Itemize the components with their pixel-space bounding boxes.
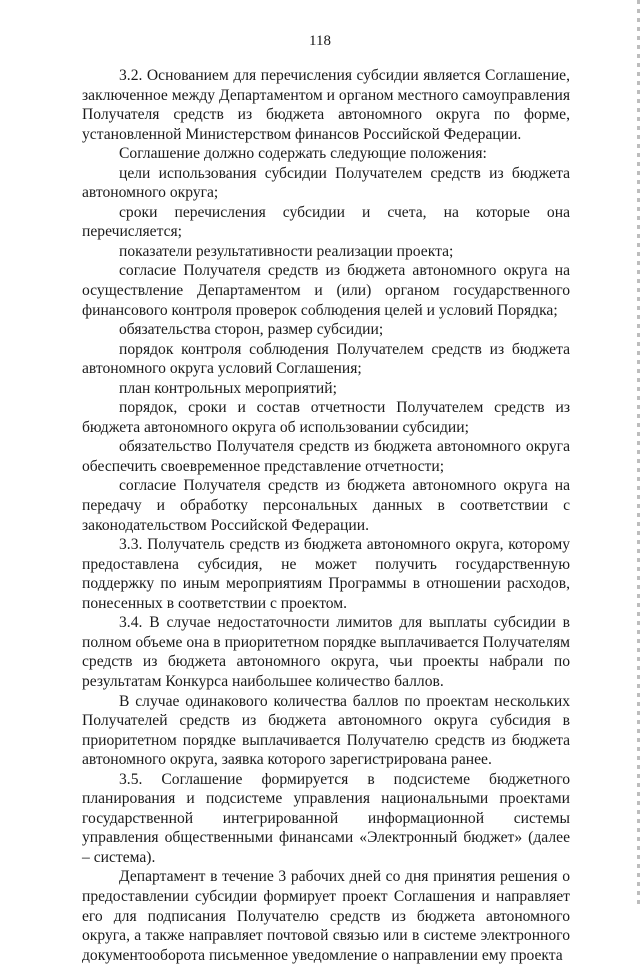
paragraph-3-4: 3.4. В случае недостаточности лимитов для выплаты субсидии в полном объеме она в приоритетном порядке выплачивается Получателям средств из бюджета автономного округа, чьи проекты набрали по результатам Конкурса наибольшее количество баллов. [82,614,571,690]
list-item-indicators: показатели результативности реализации проекта; [119,242,454,260]
list-item-control: порядок контроля соблюдения Получателем средств из бюджета автономного округа условий Соглашения; [82,340,570,378]
list-item-terms: сроки перечисления субсидии и счета, на которые она перечисляется; [82,203,570,241]
list-item-goals: цели использования субсидии Получателем средств из бюджета автономного округа; [82,164,570,202]
paragraph-department-procedure: Департамент в течение 3 рабочих дней со дня принятия решения о предоставлении субсидии формирует проект Соглашения и направляет его для подписания Получателю средств из бюджета автономного округа, а также направляет почтовой связью или в системе электронного документооборота письменное уведомление о направлении ему проекта [82,868,570,964]
paragraph-3-3: 3.3. Получатель средств из бюджета автономного округа, которому предоставлена субсидия, не может получить государственную поддержку по иным мероприятиям Программы в отношении расходов, понесенных в соответствии с проектом. [82,536,570,612]
list-item-reporting: порядок, сроки и состав отчетности Получателем средств из бюджета автономного округа об использовании субсидии; [82,399,570,436]
paragraph-equal-points: В случае одинакового количества баллов по проектам нескольких Получателей средств из бюджета автономного округа субсидия в приоритетном порядке выплачивается Получателю средств из бюджета автономного округа, заявка которого зарегистрирована ранее. [82,692,570,769]
page-number: 118 [309,33,331,49]
paragraph-3-2: 3.2. Основанием для перечисления субсидии является Соглашение, заключенное между Департаментом и органом местного самоуправления Получателя средств из бюджета автономного округа по форме, установленной Министерством финансов Российской Федерации. [82,67,570,143]
list-item-obligations: обязательства сторон, размер субсидии; [119,321,384,339]
paragraph-3-5: 3.5. Соглашение формируется в подсистеме бюджетного планирования и подсистеме управления национальными проектами государственной интегрированной информационной системы управления общественными финансами «Электронный бюджет» (далее – система). [82,770,570,866]
list-item-consent-audit: согласие Получателя средств из бюджета автономного округа на осуществление Департаментом и (или) органом государственного финансового контроля проверок соблюдения целей и условий Порядка; [82,262,570,319]
list-item-reporting-obligation: обязательство Получателя средств из бюджета автономного округа обеспечить своевременное представление отчетности; [82,438,570,475]
list-item-control-plan: план контрольных мероприятий; [119,379,337,397]
list-item-personal-data: согласие Получателя средств из бюджета автономного округа на передачу и обработку персональных данных в соответствии с законодательством Российской Федерации. [82,477,570,534]
document-body [82,66,570,965]
paragraph-agreement-intro: Соглашение должно содержать следующие положения: [119,145,487,163]
